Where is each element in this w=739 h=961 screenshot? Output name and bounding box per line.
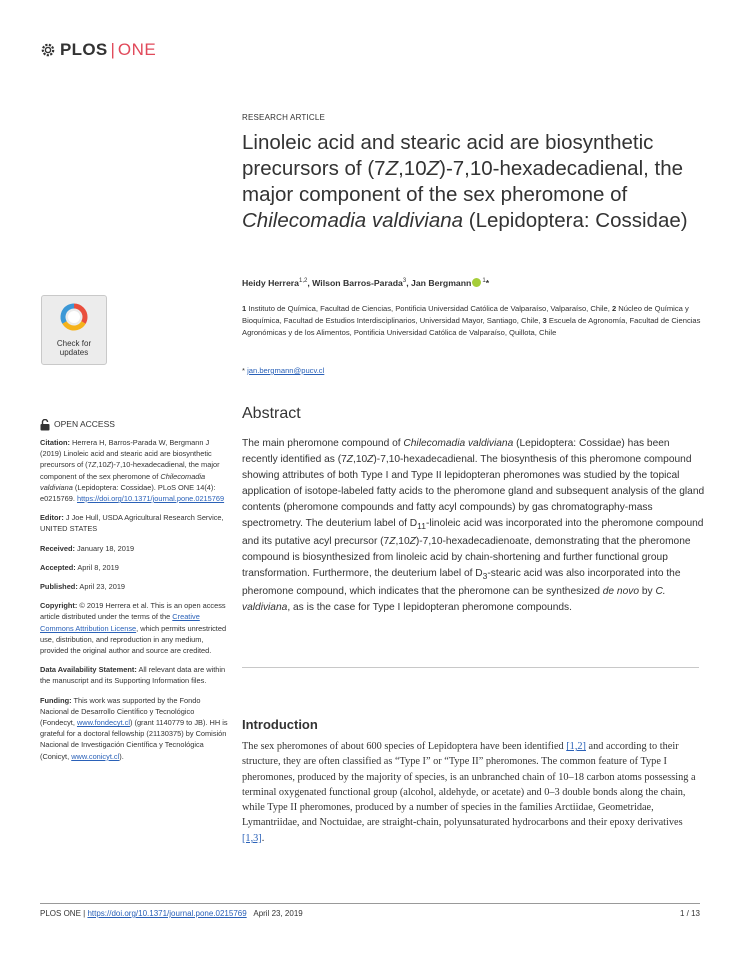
reference-link[interactable]: [1,3] (242, 832, 262, 844)
published-date: Published: April 23, 2019 (40, 582, 126, 592)
article-type: RESEARCH ARTICLE (242, 113, 326, 122)
doi-link[interactable]: https://doi.org/10.1371/journal.pone.0215769 (77, 494, 225, 504)
open-access-label: OPEN ACCESS (40, 419, 230, 431)
accepted-date: Accepted: April 8, 2019 (40, 562, 119, 572)
corresponding-author: * jan.bergmann@pucv.cl (242, 366, 325, 375)
author-name[interactable]: Wilson Barros-Parada (312, 278, 403, 288)
affiliations: 1 Instituto de Química, Facultad de Ciencias, Pontificia Universidad Católica de Valparaíso, Valparaíso, Chile, 2 Núcleo de Química y Bioquímica, Facultad de Estudios Interdisciplinarios, Universidad Mayor, Santiago, Chile, 3 Escuela de Agronomía, Facultad de Ciencias Agronómicas y de los Alimentos, Pontificia Universidad Católica de Valparaíso, Quillota, Chile (242, 304, 701, 337)
orcid-icon[interactable] (472, 278, 481, 287)
journal-name-one: ONE (117, 40, 157, 59)
funding-block: Funding: This work was supported by the Fondo Nacional de Desarrollo Científico y Tecnológico (Fondecyt, www.fondecyt.cl) (grant 1140779 to JB). HH is grateful for a doctoral fellowship (21130375) by Comisión Nacional de Investigación Científica y Tecnológica (Conicyt, www.conicyt.cl). (40, 695, 228, 761)
footer-doi-link[interactable]: https://doi.org/10.1371/journal.pone.0215769 (87, 909, 247, 918)
page-footer (40, 909, 700, 918)
plos-gear-icon (40, 42, 56, 58)
author-list: Heidy Herrera$^{1,2}$, Wilson Barros-Parada$^3$, Jan Bergmann $^1$* (242, 278, 490, 288)
conicyt-link[interactable]: www.conicyt.cl (71, 751, 120, 761)
abstract-text: The main pheromone compound of Chilecomadia valdiviana (Lepidoptera: Cossidae) has been recently identified as (7Z,10Z)-7,10-hexadecadienal. The biosynthesis of this pheromone compound showing attributes of both Type I and Type II lepidopteran pheromones was studied by the topical application of isotope-labeled fatty acids to the pheromone gland and subsequent analysis of the gland contents (pheromone compounds and fatty acyl compounds) by gas chromatography-mass spectrometry. The deuterium label of $D_{11}$-linoleic acid was incorporated into the pheromone compound and its putative acyl precursor (7Z,10Z)-7,10-hexadecadienoate, demonstrating that the pheromone compound is biosynthesized from linoleic acid by chain-shortening and further functional group transformation. Furthermore, the deuterium label of $D_3$-stearic acid was also incorporated into the pheromone compound, which indicates that the pheromone can be synthesized de novo by C. valdiviana, as is the case for Type I lepidopteran pheromone compounds. (242, 438, 705, 614)
check-updates-icon (59, 302, 89, 332)
article-sidebar (40, 419, 230, 770)
abstract-heading: Abstract (242, 405, 301, 422)
introduction-heading: Introduction (242, 717, 318, 732)
journal-logo (40, 40, 156, 60)
article-title: Linoleic acid and stearic acid are biosynthetic precursors of (7Z,10Z)-7,10-hexadecadienal, the major component of the sex pheromone of Chilecomadia valdiviana (Lepidoptera: Cossidae) (242, 131, 688, 232)
logo-separator: | (110, 40, 115, 59)
copyright-block: Copyright: © 2019 Herrera et al. This is an open access article distributed under the terms of the Creative Commons Attribution License, which permits unrestricted use, distribution, and reproduction in any medium, provided the original author and source are credited. (40, 601, 227, 656)
footer-journal: PLOS ONE | (40, 909, 88, 918)
license-link[interactable]: Creative Commons Attribution License (40, 612, 200, 633)
footer-divider (40, 903, 700, 904)
citation-block: Citation: Herrera H, Barros-Parada W, Bergmann J (2019) Linoleic acid and stearic acid are biosynthetic precursors of (7Z,10Z)-7,10-hexadecadienal, the major component of the sex pheromone of Chilecomadia valdiviana (Lepidoptera: Cossidae). PLoS ONE 14(4): e0215769. https://doi.org/10.1371/journal.pone.0215769 (40, 438, 225, 504)
received-date: Received: January 18, 2019 (40, 543, 135, 553)
editor-block: Editor: J Joe Hull, USDA Agricultural Research Service, UNITED STATES (40, 513, 224, 534)
reference-link[interactable]: [1,2] (566, 741, 586, 752)
author-name[interactable]: Heidy Herrera (242, 278, 299, 288)
check-for-updates-badge[interactable]: Check for updates (41, 295, 107, 365)
footer-date: April 23, 2019 (253, 909, 303, 918)
email-link[interactable]: jan.bergmann@pucv.cl (247, 366, 325, 375)
fondecyt-link[interactable]: www.fondecyt.cl (76, 718, 130, 728)
abstract-divider (242, 667, 699, 668)
journal-name-plos: PLOS (60, 40, 108, 59)
author-name[interactable]: Jan Bergmann (411, 278, 472, 288)
data-availability-block: Data Availability Statement: All relevant data are within the manuscript and its Supporting Information files. (40, 665, 226, 686)
open-lock-icon (40, 419, 50, 431)
page-number: 1 / 13 (679, 909, 700, 918)
introduction-text: The sex pheromones of about 600 species of Lepidoptera have been identified [1,2] and according to their structure, they are often classified as “Type I” or “Type II” pheromones. The common feature of Type I pheromones, produced by the majority of species, is an unbranched chain of 10–18 carbon atoms possessing a terminal oxygenated functional group (alcohol, aldehyde, or acetate) and 0–3 double bonds along the chain, while Type II pheromones, produced by a number of species in the families Arctiidae, Geometridae, Lymantriidae, and Noctuidae, are straight-chain, polyunsaturated hydrocarbons and their epoxy derivatives [1,3]. (242, 741, 696, 844)
